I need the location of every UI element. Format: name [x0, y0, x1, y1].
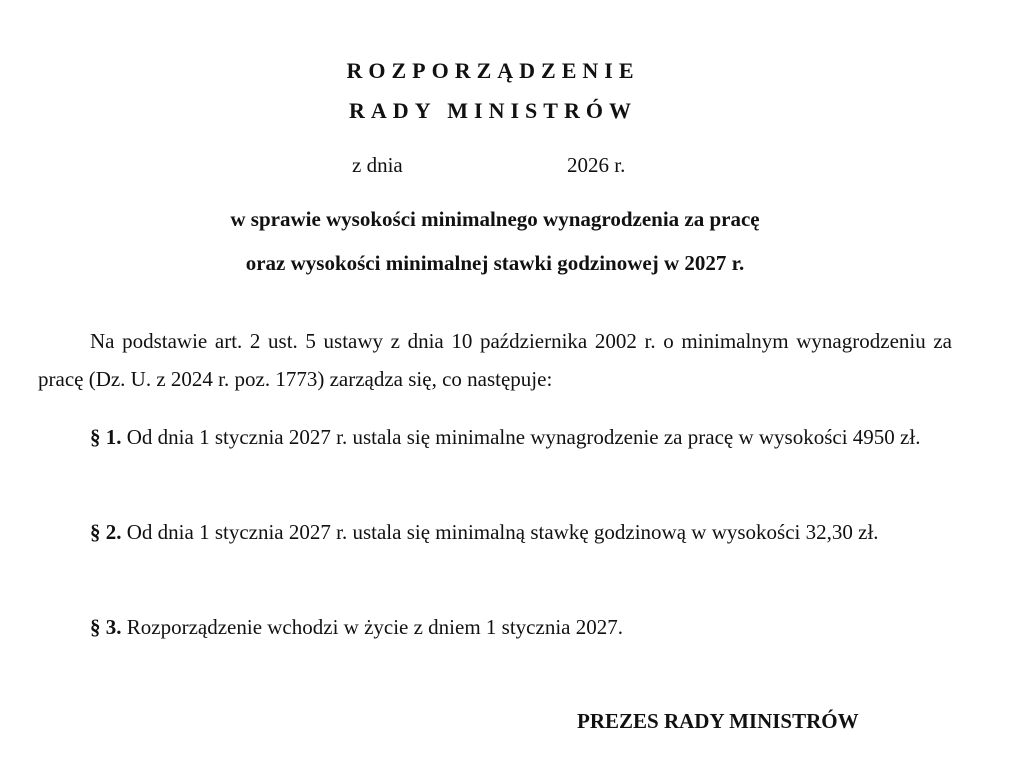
paragraph-3-label: § 3.	[90, 615, 122, 639]
document-title: ROZPORZĄDZENIE	[346, 58, 640, 83]
signature-block: PREZES RADY MINISTRÓW	[577, 709, 859, 733]
document-issuer: RADY MINISTRÓW	[349, 98, 637, 123]
date-year: 2026 r.	[567, 153, 626, 177]
paragraph-2	[38, 513, 952, 551]
paragraph-3	[38, 608, 952, 646]
paragraph-1-label: § 1.	[90, 425, 122, 449]
subject-line-1: w sprawie wysokości minimalnego wynagrodzenia za pracę	[230, 207, 760, 231]
date-prefix: z dnia	[352, 153, 403, 177]
paragraph-2-text: Od dnia 1 stycznia 2027 r. ustala się minimalną stawkę godzinową w wysokości 32,30 zł.	[121, 520, 879, 544]
date-line	[0, 153, 1024, 181]
paragraph-1-text: Od dnia 1 stycznia 2027 r. ustala się minimalne wynagrodzenie za pracę w wysokości 4950 zł.	[121, 425, 921, 449]
paragraph-2-label: § 2.	[90, 520, 122, 544]
legal-basis-paragraph: Na podstawie art. 2 ust. 5 ustawy z dnia 10 października 2002 r. o minimalnym wynagrodzeniu za pracę (Dz. U. z 2024 r. poz. 1773) zarządza się, co następuje:	[38, 329, 952, 391]
subject-line-2: oraz wysokości minimalnej stawki godzinowej w 2027 r.	[245, 251, 745, 275]
paragraph-1	[38, 418, 952, 456]
paragraph-3-text: Rozporządzenie wchodzi w życie z dniem 1 stycznia 2027.	[121, 615, 623, 639]
